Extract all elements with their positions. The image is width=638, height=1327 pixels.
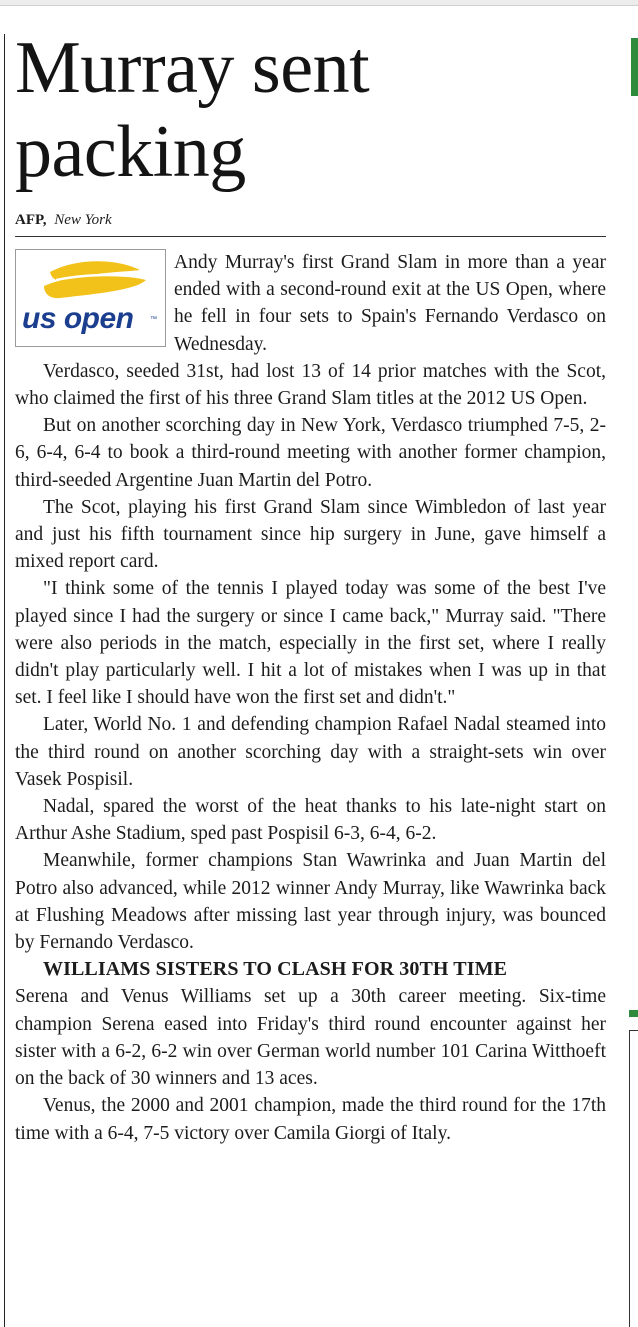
paragraph-10: Venus, the 2000 and 2001 champion, made the third round for the 17th time with a 6-4, 7-5 victory over Camila Giorgi of Italy. [15, 1095, 606, 1144]
headline: Murray sent packing [15, 27, 370, 193]
adjacent-column-box [629, 1030, 638, 1327]
paragraph-8: Meanwhile, former champions Stan Wawrinka and Juan Martin del Potro also advanced, while 2012 winner Andy Murray, like Wawrinka back at Flushing Meadows after missing last year through injury, was bounced by Fernando Verdasco. [15, 850, 606, 954]
paragraph-5: "I think some of the tennis I played today was some of the best I've played since I had the surgery or since I came back," Murray said. "There were also periods in the match, especially in the first set, where I really didn't play particularly well. I hit a lot of mistakes when I was up in that set. I feel like I should have won the first set and didn't." [15, 578, 606, 709]
byline-location: New York [54, 212, 112, 228]
logo-wordmark: us open [22, 302, 134, 335]
paragraph-1: Andy Murray's first Grand Slam in more than a year ended with a second-round exit at the US Open, where he fell in four sets to Spain's Fernando Verdasco on Wednesday. [174, 252, 606, 355]
byline-rule [15, 236, 606, 237]
paragraph-6: Later, World No. 1 and defending champion Rafael Nadal steamed into the third round on another scorching day with a straight-sets win over Vasek Pospisil. [15, 714, 606, 790]
paragraph-4: The Scot, playing his first Grand Slam since Wimbledon of last year and just his fifth tournament since hip surgery in June, gave himself a mixed report card. [15, 496, 606, 573]
byline [15, 210, 606, 230]
paragraph-9: Serena and Venus Williams set up a 30th career meeting. Six-time champion Serena eased into Friday's third round encounter against her sister with a 6-2, 6-2 win over German world number 101 Carina Witthoeft on the back of 30 winners and 13 aces. [15, 986, 606, 1090]
adjacent-column-accent-lower [629, 1010, 638, 1017]
column-left-rule [4, 34, 5, 1327]
us-open-logo [15, 249, 166, 347]
subhead: WILLIAMS SISTERS TO CLASH FOR 30TH TIME [43, 958, 508, 981]
paragraph-3: But on another scorching day in New York, Verdasco triumphed 7-5, 2-6, 6-4, 6-4 to book a third-round meeting with another former champion, third-seeded Argentine Juan Martin del Potro. [15, 415, 606, 491]
article [15, 26, 606, 1147]
byline-source: AFP, [15, 212, 47, 228]
paragraph-7: Nadal, spared the worst of the heat thanks to his late-night start on Arthur Ashe Stadium, sped past Pospisil 6-3, 6-4, 6-2. [15, 796, 606, 845]
paragraph-2: Verdasco, seeded 31st, had lost 13 of 14 prior matches with the Scot, who claimed the first of his three Grand Slam titles at the 2012 US Open. [15, 360, 606, 410]
adjacent-column-accent [631, 38, 638, 96]
page-top-border [0, 0, 638, 6]
logo-trademark: ™ [150, 316, 157, 323]
article-body [15, 249, 606, 1147]
